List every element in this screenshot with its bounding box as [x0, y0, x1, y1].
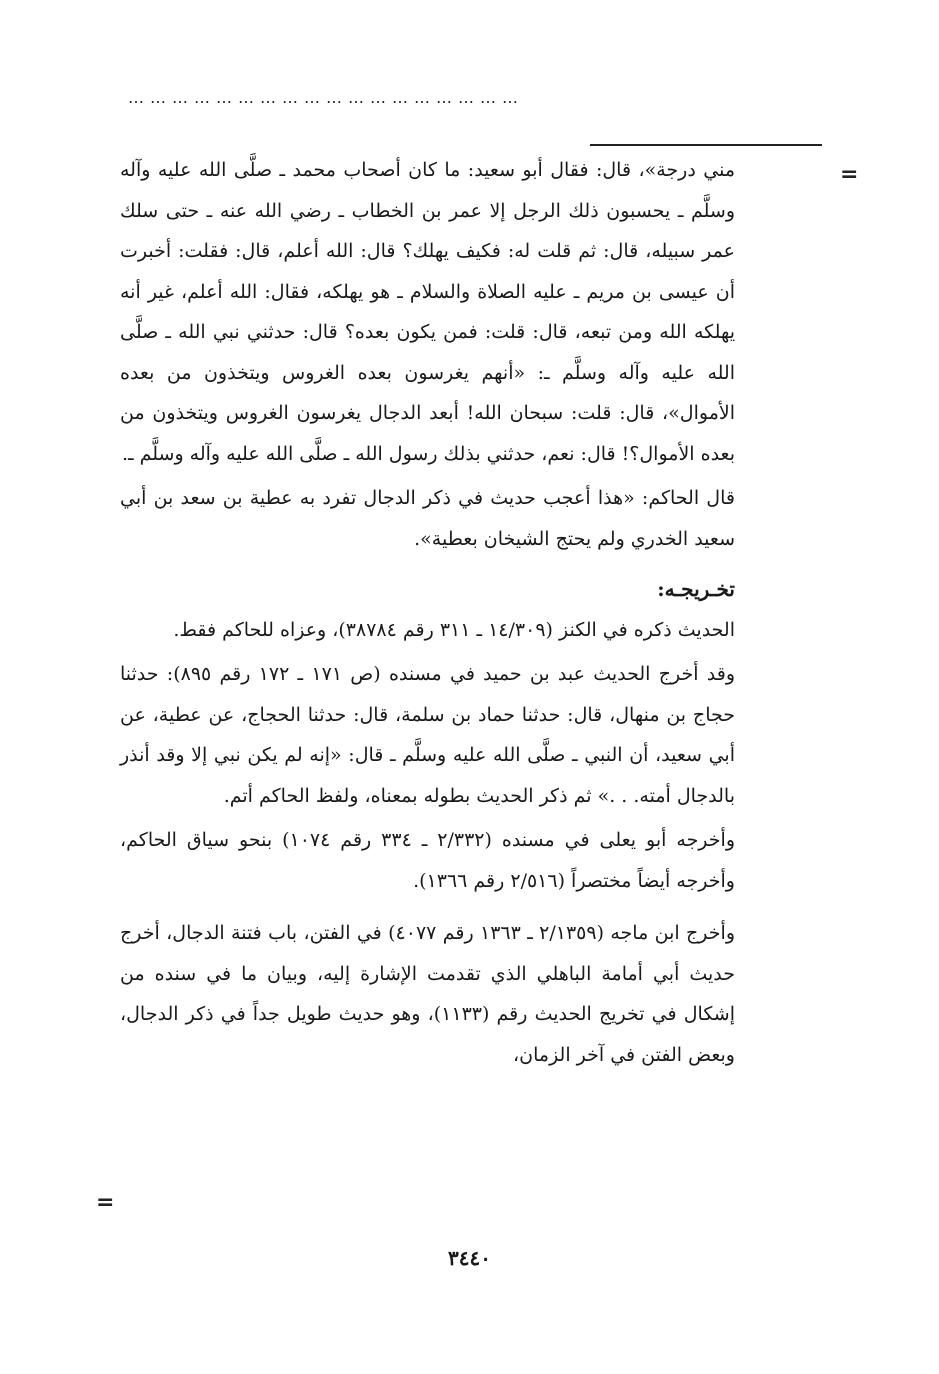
- page-number: ٣٤٤٠: [448, 1246, 491, 1270]
- continuation-mark-bottom: =: [96, 1190, 115, 1215]
- takhrij-paragraph: وأخرج ابن ماجه (٢/١٣٥٩ ـ ١٣٦٣ رقم ٤٠٧٧) في الفتن، باب فتنة الدجال، أخرج حديث أبي أمامة الباهلي الذي تقدمت الإشارة إليه، وبيان ما في سنده من إشكال في تخريج الحديث رقم (١١٣٣)، وهو حديث طويل جداً في ذكر الدجال، وبعض الفتن في آخر الزمان،: [120, 922, 736, 1066]
- footnote-rule: [590, 144, 822, 146]
- dotted-separator: ………………………………………………: [128, 88, 524, 107]
- takhrij-paragraph: وقد أخرج الحديث عبد بن حميد في مسنده (ص ١٧١ ـ ١٧٢ رقم ٨٩٥): حدثنا حجاج بن منهال، قال: حدثنا حماد بن سلمة، قال: حدثنا الحجاج، عن عطية، عن أبي سعيد، أن النبي ـ صلَّى الله عليه وسلَّم ـ قال: «إنه لم يكن نبي إلا وقد أنذر بالدجال أمته. . .» ثم ذكر الحديث بطوله بمعناه، ولفظ الحاكم أتم.: [120, 663, 735, 807]
- continuation-mark-top: =: [840, 162, 859, 187]
- takhrij-paragraph: الحديث ذكره في الكنز (١٤/٣٠٩ ـ ٣١١ رقم ٣٨٧٨٤)، وعزاه للحاكم فقط.: [173, 618, 735, 641]
- takhrij-heading: تخـريجـه:: [657, 577, 735, 601]
- hakim-comment-paragraph: قال الحاكم: «هذا أعجب حديث في ذكر الدجال تفرد به عطية بن سعد بن أبي سعيد الخدري ولم يحتج الشيخان بعطية».: [120, 487, 735, 550]
- page-body: [120, 150, 735, 1075]
- hadith-paragraph: مني درجة»، قال: فقال أبو سعيد: ما كان أصحاب محمد ـ صلَّى الله عليه وآله وسلَّم ـ يحسبون ذلك الرجل إلا عمر بن الخطاب ـ رضي الله عنه ـ حتى سلك عمر سبيله، قال: ثم قلت له: فكيف يهلك؟ قال: الله أعلم، قال: فقلت: أخبرت أن عيسى بن مريم ـ عليه الصلاة والسلام ـ هو يهلكه، فقال: الله أعلم، غير أنه يهلكه الله ومن تبعه، قال: قلت: فمن يكون بعده؟ قال: حدثني نبي الله ـ صلَّى الله عليه وآله وسلَّم ـ: «أنهم يغرسون بعده الغروس ويتخذون من بعده الأموال»، قال: قلت: سبحان الله! أبعد الدجال يغرسون الغروس ويتخذون من بعده الأموال؟! قال: نعم، حدثني بذلك رسول الله ـ صلَّى الله عليه وآله وسلَّم ـ.: [120, 159, 735, 465]
- takhrij-paragraph: وأخرجه أبو يعلى في مسنده (٢/٣٣٢ ـ ٣٣٤ رقم ١٠٧٤) بنحو سياق الحاكم، وأخرجه أيضاً مختصراً (٢/٥١٦ رقم ١٣٦٦).: [120, 829, 735, 892]
